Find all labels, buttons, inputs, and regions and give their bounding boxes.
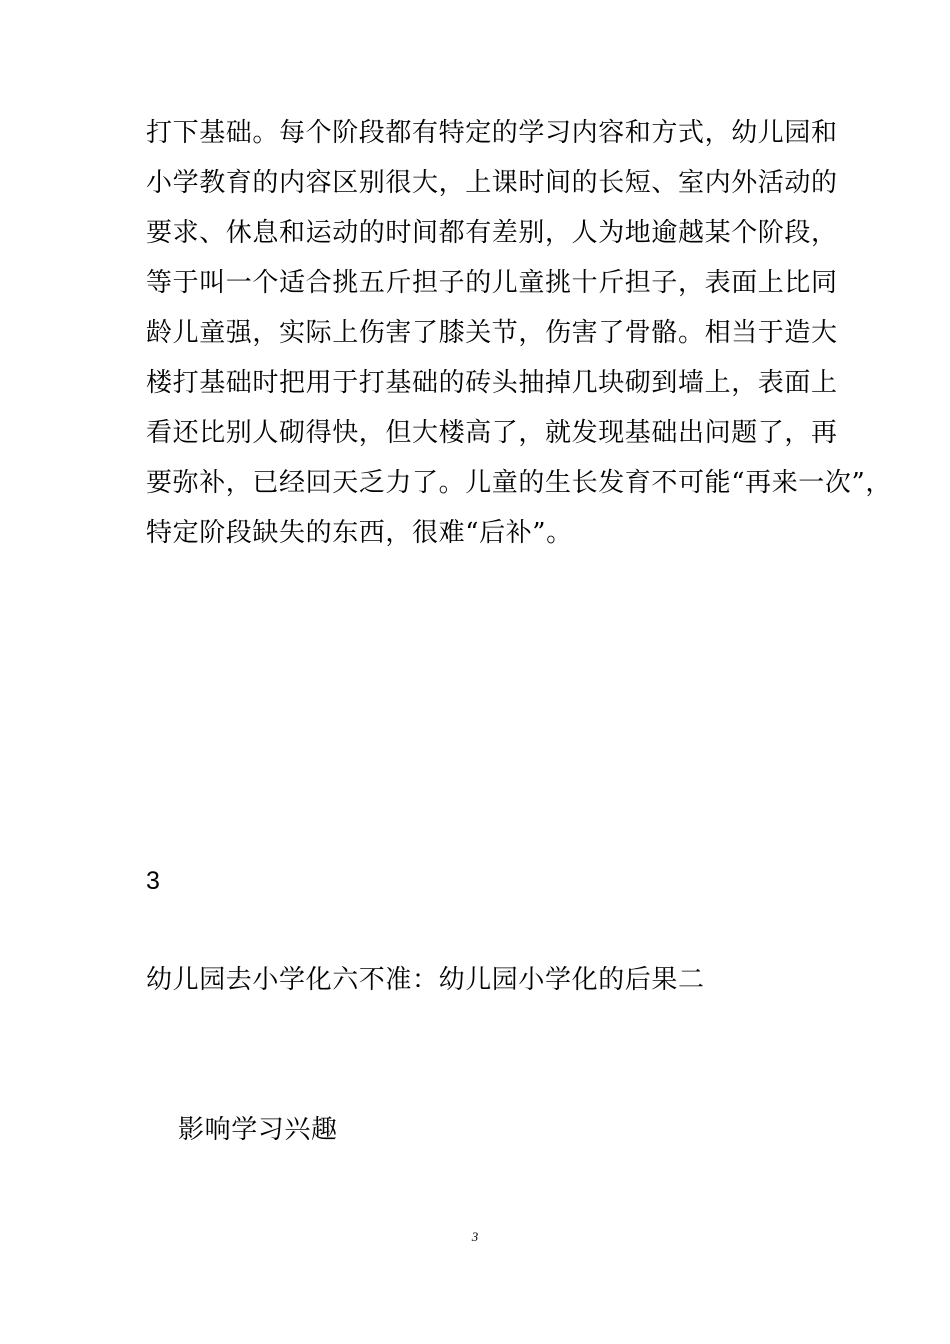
section-number: 3 <box>146 867 160 895</box>
section-title: 幼儿园去小学化六不准：幼儿园小学化的后果二 <box>146 965 705 995</box>
body-line-6: 楼打基础时把用于打基础的砖头抽掉几块砌到墙上，表面上 <box>146 368 838 398</box>
body-line-4: 等于叫一个适合挑五斤担子的儿童挑十斤担子，表面上比同 <box>146 268 838 298</box>
body-line-7: 看还比别人砌得快，但大楼高了，就发现基础出问题了，再 <box>146 418 838 448</box>
section-subheading: 影响学习兴趣 <box>178 1115 338 1145</box>
body-line-8: 要弥补，已经回天乏力了。儿童的生长发育不可能“再来一次”， <box>146 468 892 498</box>
body-line-2: 小学教育的内容区别很大，上课时间的长短、室内外活动的 <box>146 168 838 198</box>
body-line-1: 打下基础。每个阶段都有特定的学习内容和方式，幼儿园和 <box>146 118 838 148</box>
body-line-3: 要求、休息和运动的时间都有差别，人为地逾越某个阶段， <box>146 218 838 248</box>
body-line-9: 特定阶段缺失的东西，很难“后补”。 <box>146 518 573 548</box>
page-number: 3 <box>471 1229 479 1244</box>
body-line-5: 龄儿童强，实际上伤害了膝关节，伤害了骨骼。相当于造大 <box>146 318 838 348</box>
